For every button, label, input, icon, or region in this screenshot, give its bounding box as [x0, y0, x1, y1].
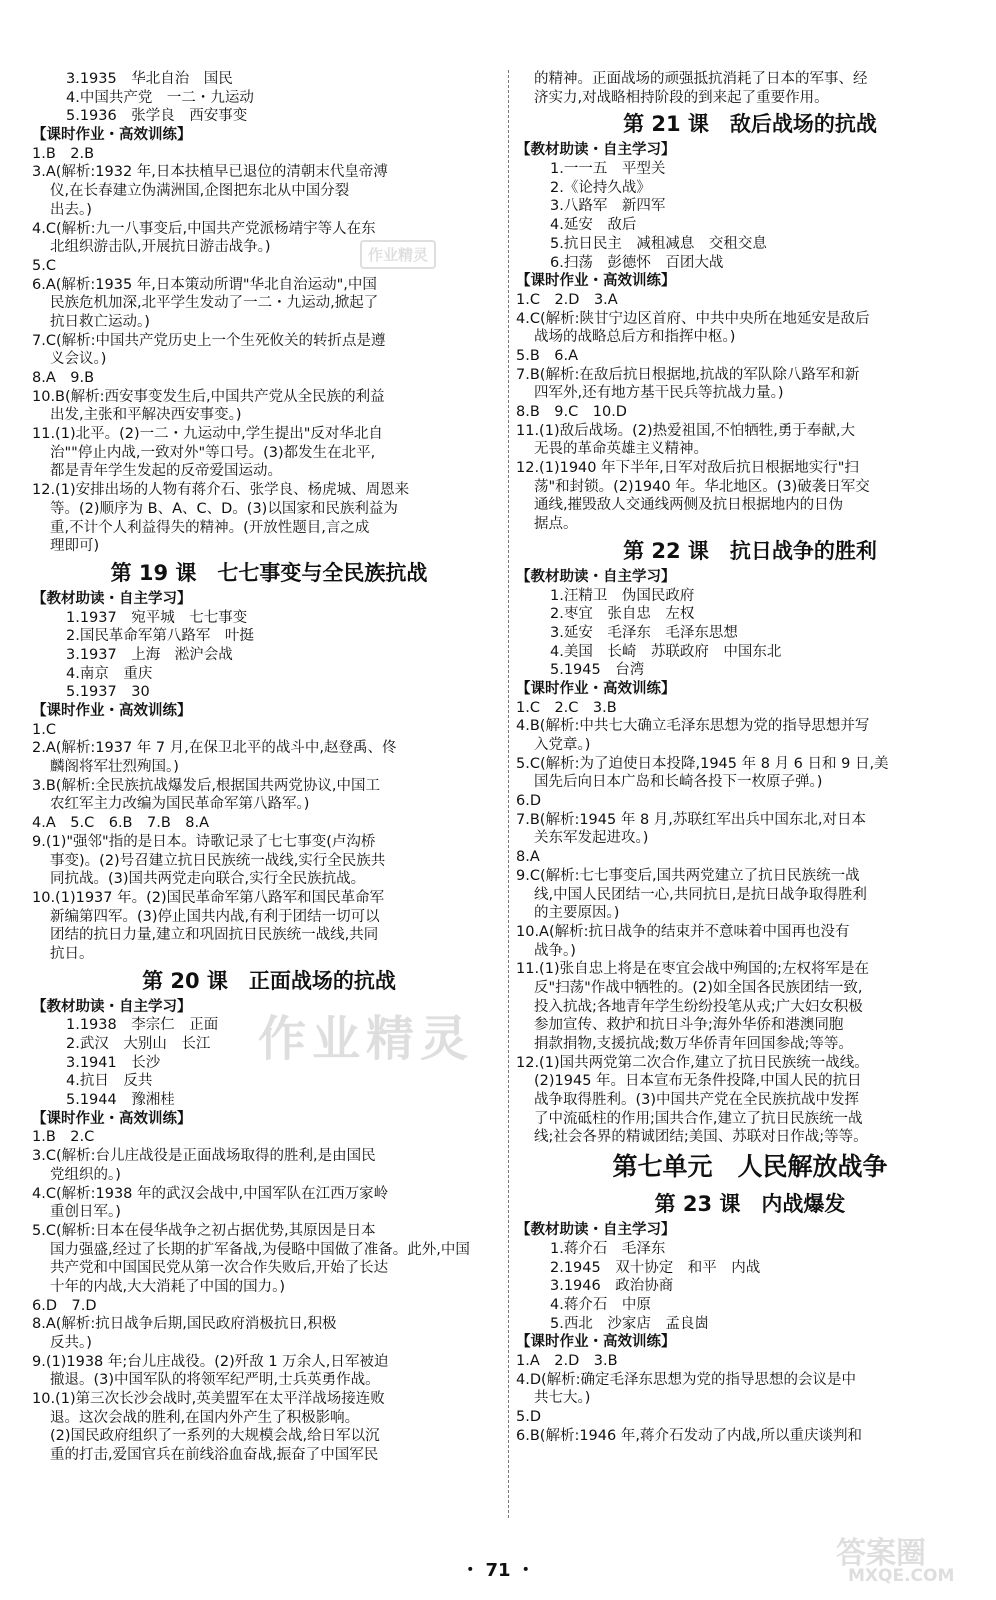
section-label: 【课时作业・高效训练】	[32, 127, 192, 144]
answer-line-continued: 重创日军。)	[50, 1204, 121, 1221]
answer-line-continued: 的主要原因。)	[534, 905, 620, 922]
answer-line: 5.D	[516, 1409, 541, 1425]
study-item: 5.1937 30	[66, 684, 150, 701]
answer-line: 4.C(解析:陕甘宁边区首府、中共中央所在地延安是敌后	[516, 310, 870, 327]
answer-line: 1.A 2.D 3.B	[516, 1352, 618, 1369]
answer-line: 8.A(解析:抗日战争后期,国民政府消极抗日,积极	[32, 1316, 337, 1333]
answer-line: 10.(1)1937 年。(2)国民革命军第八路军和国民革命军	[32, 889, 385, 906]
answer-line: 5.C(解析:为了迫使日本投降,1945 年 8 月 6 日和 9 日,美	[516, 755, 889, 772]
answer-line: 8.A 9.B	[32, 370, 95, 386]
answer-line: 6.D	[516, 793, 541, 810]
answer-line: 1.B 2.B	[32, 145, 95, 162]
answer-line: 5.B 6.A	[516, 347, 579, 364]
answer-line-continued: (2)1945 年。日本宣布无条件投降,中国人民的抗日	[534, 1073, 862, 1090]
answer-line: 1.B 2.C	[32, 1129, 95, 1146]
answer-line-continued: 民族危机加深,北平学生发动了一二・九运动,掀起了	[50, 295, 379, 312]
answer-line-continued: 抗日。	[50, 945, 94, 962]
study-item: 4.抗日 反共	[66, 1073, 153, 1090]
study-item: 1.1938 李宗仁 正面	[66, 1017, 219, 1034]
answer-line-continued: 出去。)	[50, 201, 92, 218]
watermark-stamp: 作业精灵	[360, 240, 436, 269]
answer-line-continued: 党组织的。)	[50, 1166, 121, 1183]
study-item: 5.1945 台湾	[550, 662, 645, 679]
answer-line: 3.C(解析:台儿庄战役是正面战场取得的胜利,是由国民	[32, 1148, 376, 1165]
answer-line-continued: 理即可)	[50, 538, 100, 555]
unit-heading: 第七单元 人民解放战争	[612, 1152, 888, 1182]
answer-line: 5.C(解析:日本在侵华战争之初占据优势,其原因是日本	[32, 1222, 376, 1239]
watermark-url: MXQE.COM	[848, 1566, 955, 1586]
answer-line-continued: 都是青年学生发起的反帝爱国运动。	[50, 463, 282, 480]
answer-line-continued: 国先后向日本广岛和长崎各投下一枚原子弹。)	[534, 774, 823, 791]
answer-line-continued: 治""停止内战,一致对外"等口号。(3)都发生在北平,	[50, 444, 376, 461]
answer-line: 7.C(解析:中国共产党历史上一个生死攸关的转折点是遵	[32, 332, 386, 349]
answer-line: 7.B(解析:在敌后抗日根据地,抗战的军队除八路军和新	[516, 366, 860, 383]
left-column	[32, 70, 506, 1465]
section-label: 【教材助读・自主学习】	[516, 1222, 676, 1239]
study-item: 2.国民革命军第八路军 叶挺	[66, 628, 254, 645]
study-item: 2.《论持久战》	[550, 179, 651, 196]
answer-line-continued: 投入抗战;各地青年学生纷纷投笔从戎;广大妇女积极	[534, 998, 863, 1015]
study-item: 4.蒋介石 中原	[550, 1296, 651, 1313]
answer-line-continued: 四军外,还有地方基干民兵等抗战力量。)	[534, 385, 784, 402]
answer-line-continued: 麟阁将军壮烈殉国。)	[50, 759, 179, 776]
study-item: 2.枣宜 张自忠 左权	[550, 606, 695, 623]
answer-line-continued: 战场的战略总后方和指挥中枢。)	[534, 329, 736, 346]
study-item: 4.延安 敌后	[550, 217, 637, 234]
answer-line: 9.(1)1938 年;台儿庄战役。(2)歼敌 1 万余人,日军被迫	[32, 1353, 389, 1370]
answer-line: 3.B(解析:全民族抗战爆发后,根据国共两党协议,中国工	[32, 777, 381, 794]
answer-line-continued: 重,不计个人利益得失的精神。(开放性题目,言之成	[50, 519, 370, 536]
study-item: 6.扫荡 彭德怀 百团大战	[550, 254, 724, 271]
answer-line-continued: 国力强盛,经过了长期的扩军备战,为侵略中国做了准备。此外,中国	[50, 1241, 470, 1258]
answer-line-continued: 了中流砥柱的作用;国共合作,建立了抗日民族统一战	[534, 1110, 863, 1127]
answer-line: 9.(1)"强邻"指的是日本。诗歌记录了七七事变(卢沟桥	[32, 833, 376, 850]
study-item: 5.西北 沙家店 孟良崮	[550, 1315, 709, 1332]
watermark-main: 作业精灵	[258, 1011, 475, 1067]
answer-line: 4.D(解析:确定毛泽东思想为党的指导思想的会议是中	[516, 1371, 857, 1388]
answer-line-continued: 战争取得胜利。(3)中国共产党在全民族抗战中发挥	[534, 1092, 860, 1109]
lesson-heading: 第 21 课 敌后战场的抗战	[623, 112, 877, 137]
answer-line-continued: 仪,在长春建立伪满洲国,企图把东北从中国分裂	[50, 183, 350, 200]
answer-line-continued: (2)国民政府组织了一系列的大规模会战,给日军以沉	[50, 1428, 380, 1445]
study-item: 5.1944 豫湘桂	[66, 1092, 175, 1109]
answer-line: 6.D 7.D	[32, 1297, 97, 1314]
section-label: 【课时作业・高效训练】	[516, 680, 676, 697]
answer-line-continued: 义会议。)	[50, 351, 107, 368]
answer-line-continued: 入党章。)	[534, 737, 591, 753]
section-label: 【教材助读・自主学习】	[32, 998, 192, 1015]
answer-line-continued: 线;社会各界的精诚团结;美国、苏联对日作战;等等。	[534, 1129, 868, 1146]
answer-line-continued: 重的打击,爱国官兵在前线浴血奋战,振奋了中国军民	[50, 1447, 379, 1464]
study-item: 2.1945 双十协定 和平 内战	[550, 1259, 761, 1276]
lesson-heading: 第 22 课 抗日战争的胜利	[623, 538, 877, 563]
answer-line-continued: 撤退。(3)中国军队的将领军纪严明,士兵英勇作战。	[50, 1372, 380, 1389]
answer-line: 4.C(解析:1938 年的武汉会战中,中国军队在江西万家岭	[32, 1185, 389, 1202]
answer-line-continued: 退。这次会战的胜利,在国内外产生了积极影响。	[50, 1409, 360, 1426]
answer-line: 7.B(解析:1945 年 8 月,苏联红军出兵中国东北,对日本	[516, 811, 866, 828]
study-item: 3.延安 毛泽东 毛泽东思想	[550, 624, 738, 641]
answer-line: 4.A 5.C 6.B 7.B 8.A	[32, 815, 210, 832]
answer-line: 1.C	[32, 721, 56, 738]
section-label: 【教材助读・自主学习】	[32, 590, 192, 607]
study-item: 4.美国 长崎 苏联政府 中国东北	[550, 643, 782, 660]
study-item: 5.1936 张学良 西安事变	[66, 108, 248, 125]
answer-line-continued: 通线,摧毁敌人交通线两侧及抗日根据地内的日伪	[534, 497, 844, 514]
study-item: 3.八路军 新四军	[550, 198, 666, 215]
answer-line: 1.C 2.D 3.A	[516, 291, 618, 308]
answer-line-continued: 荡"和封锁。(2)1940 年。华北地区。(3)破袭日军交	[534, 478, 870, 495]
answer-line-continued: 出发,主张和平解决西安事变。)	[50, 407, 242, 424]
section-label: 【教材助读・自主学习】	[516, 568, 676, 585]
answer-line-continued: 的精神。正面战场的顽强抵抗消耗了日本的军事、经	[534, 71, 868, 87]
answer-line: 6.A(解析:1935 年,日本策动所谓"华北自治运动",中国	[32, 276, 377, 293]
answer-line: 12.(1)安排出场的人物有蒋介石、张学良、杨虎城、周恩来	[32, 482, 410, 499]
answer-line-continued: 据点。	[534, 516, 578, 533]
answer-line: 11.(1)敌后战场。(2)热爱祖国,不怕牺牲,勇于奉献,大	[516, 422, 855, 439]
answer-line-continued: 北组织游击队,开展抗日游击战争。)	[50, 239, 271, 256]
section-label: 【课时作业・高效训练】	[516, 273, 676, 290]
page-number: ・ 71 ・	[461, 1560, 535, 1581]
answer-line: 6.B(解析:1946 年,蒋介石发动了内战,所以重庆谈判和	[516, 1427, 863, 1444]
answer-line: 12.(1)国共两党第二次合作,建立了抗日民族统一战线。	[516, 1054, 869, 1071]
answer-line-continued: 十年的内战,大大消耗了中国的国力。)	[50, 1278, 286, 1295]
answer-line: 1.C 2.C 3.B	[516, 699, 617, 716]
section-label: 【教材助读・自主学习】	[516, 142, 676, 159]
answer-line-continued: 共产党和中国国民党从第一次合作失败后,开始了长达	[50, 1260, 389, 1277]
answer-line-continued: 事变)。(2)号召建立抗日民族统一战线,实行全民族共	[50, 852, 386, 869]
study-item: 2.武汉 大别山 长江	[66, 1036, 211, 1052]
answer-line-continued: 新编第四军。(3)停止国共内战,有利于团结一切可以	[50, 908, 380, 925]
answer-line: 10.A(解析:抗日战争的结束并不意味着中国再也没有	[516, 923, 850, 940]
answer-line-continued: 共七大。)	[534, 1390, 591, 1407]
study-item: 3.1941 长沙	[66, 1054, 161, 1071]
study-item: 4.中国共产党 一二・九运动	[66, 89, 254, 106]
study-item: 3.1935 华北自治 国民	[66, 71, 233, 87]
answer-line: 5.C	[32, 257, 56, 274]
answer-line-continued: 线,中国人民团结一心,共同抗日,是抗日战争取得胜利	[534, 886, 867, 903]
answer-line-continued: 农红军主力改编为国民革命军第八路军。)	[50, 796, 310, 813]
answer-line: 10.B(解析:西安事变发生后,中国共产党从全民族的利益	[32, 388, 385, 405]
answer-line: 10.(1)第三次长沙会战时,英美盟军在太平洋战场接连败	[32, 1391, 385, 1408]
answer-line: 4.C(解析:九一八事变后,中国共产党派杨靖宇等人在东	[32, 220, 376, 237]
answer-line: 9.C(解析:七七事变后,国共两党建立了抗日民族统一战	[516, 867, 860, 884]
answer-line: 8.A	[516, 849, 540, 866]
answer-line: 3.A(解析:1932 年,日本扶植早已退位的清朝末代皇帝溥	[32, 164, 388, 181]
lesson-heading: 第 19 课 七七事变与全民族抗战	[110, 560, 428, 585]
answer-line: 11.(1)北平。(2)一二・九运动中,学生提出"反对华北自	[32, 426, 383, 443]
study-item: 5.抗日民主 减租减息 交租交息	[550, 235, 767, 252]
answer-line-continued: 战争。)	[534, 942, 576, 959]
lesson-heading: 第 23 课 内战爆发	[654, 1192, 846, 1217]
answer-line: 12.(1)1940 年下半年,日军对敌后抗日根据地实行"扫	[516, 460, 859, 477]
column-divider	[508, 70, 509, 1518]
study-item: 4.南京 重庆	[66, 665, 153, 682]
answer-line-continued: 团结的抗日力量,建立和巩固抗日民族统一战线,共同	[50, 927, 379, 944]
section-label: 【课时作业・高效训练】	[516, 1334, 676, 1351]
answer-line-continued: 关东军发起进攻。)	[534, 830, 649, 847]
answer-line-continued: 反"扫荡"作战中牺牲的。(2)如全国各民族团结一致,	[534, 979, 863, 996]
study-item: 1.汪精卫 伪国民政府	[550, 587, 695, 604]
section-label: 【课时作业・高效训练】	[32, 703, 192, 719]
study-item: 1.一一五 平型关	[550, 161, 666, 178]
right-column	[516, 70, 984, 1445]
answer-line-continued: 抗日救亡运动。)	[50, 313, 150, 330]
answer-line-continued: 济实力,对战略相持阶段的到来起了重要作用。	[534, 89, 829, 106]
answer-line-continued: 捐款捐物,支援抗战;数万华侨青年回国参战;等等。	[534, 1036, 853, 1052]
answer-line: 4.B(解析:中共七大确立毛泽东思想为党的指导思想并写	[516, 718, 870, 735]
answer-line-continued: 同抗战。(3)国共两党走向联合,实行全民族抗战。	[50, 871, 366, 888]
answer-line: 11.(1)张自忠上将是在枣宜会战中殉国的;左权将军是在	[516, 961, 869, 978]
answer-line-continued: 反共。)	[50, 1335, 92, 1351]
answer-line: 2.A(解析:1937 年 7 月,在保卫北平的战斗中,赵登禹、佟	[32, 740, 397, 757]
answer-line-continued: 参加宣传、救护和抗日斗争;海外华侨和港澳同胞	[534, 1017, 844, 1034]
study-item: 3.1937 上海 淞沪会战	[66, 646, 233, 663]
section-label: 【课时作业・高效训练】	[32, 1110, 192, 1127]
answer-line-continued: 无畏的革命英雄主义精神。	[534, 441, 708, 458]
answer-line-continued: 等。(2)顺序为 B、A、C、D。(3)以国家和民族利益为	[50, 500, 398, 517]
lesson-heading: 第 20 课 正面战场的抗战	[142, 968, 396, 993]
answer-line: 8.B 9.C 10.D	[516, 404, 627, 420]
watermark-corner-logo: 答案圈	[836, 1536, 926, 1571]
study-item: 1.蒋介石 毛泽东	[550, 1240, 666, 1257]
study-item: 3.1946 政治协商	[550, 1278, 674, 1295]
study-item: 1.1937 宛平城 七七事变	[66, 609, 248, 626]
